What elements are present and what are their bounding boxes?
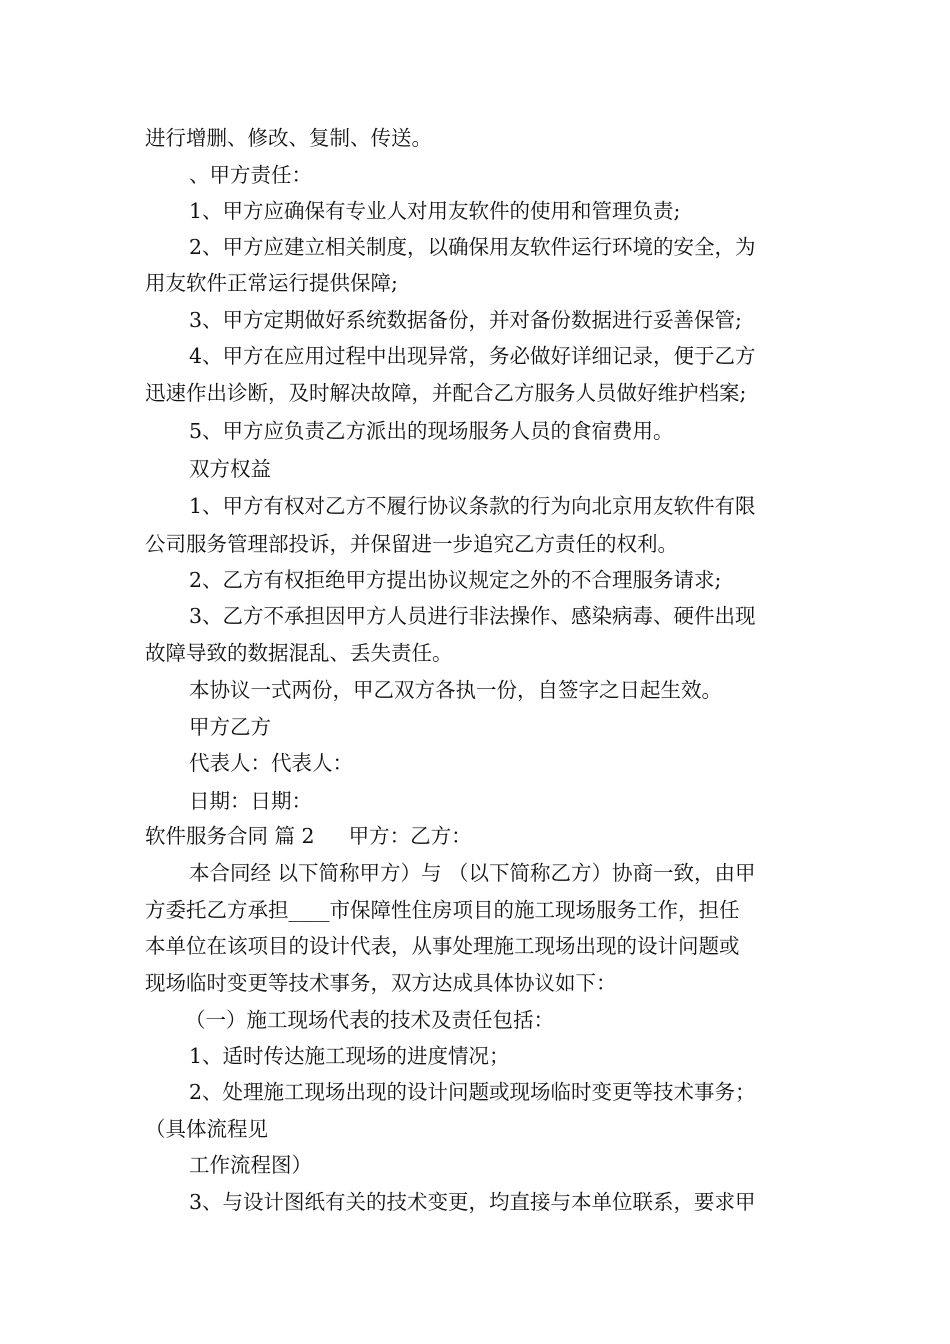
text-line: 1、甲方应确保有专业人对用友软件的使用和管理负责; (189, 199, 681, 223)
signature-parties: 甲方乙方 (189, 715, 271, 739)
section-heading: 双方权益 (189, 457, 271, 481)
signature-representatives: 代表人：代表人： (189, 751, 353, 775)
text-line: 1、甲方有权对乙方不履行协议条款的行为向北京用友软件有限 (189, 494, 756, 518)
text-line: 故障导致的数据混乱、丢失责任。 (145, 641, 453, 665)
contract-heading-line (145, 822, 472, 850)
text-line: 用友软件正常运行提供保障; (145, 271, 398, 295)
text-line: 4、甲方在应用过程中出现异常，务必做好详细记录，便于乙方 (189, 344, 756, 368)
section-heading: （一）施工现场代表的技术及责任包括： (185, 1008, 554, 1032)
text-line: 1、适时传达施工现场的进度情况； (189, 1044, 510, 1068)
text-line: 进行增删、修改、复制、传送。 (145, 126, 432, 150)
text-line: 2、乙方有权拒绝甲方提出协议规定之外的不合理服务请求; (189, 568, 722, 592)
text-line: 2、甲方应建立相关制度，以确保用友软件运行环境的安全，为 (189, 235, 756, 259)
contract-title: 软件服务合同 篇 2 (145, 824, 315, 848)
text-line: 2、处理施工现场出现的设计问题或现场临时变更等技术事务； (189, 1080, 756, 1104)
signature-dates: 日期：日期： (189, 789, 312, 813)
text-line: 5、甲方应负责乙方派出的现场服务人员的食宿费用。 (189, 419, 674, 443)
text-line: （具体流程见 (145, 1117, 268, 1141)
text-line: 公司服务管理部投诉，并保留进一步追究乙方责任的权利。 (145, 532, 678, 556)
text-line: 3、甲方定期做好系统数据备份，并对备份数据进行妥善保管; (189, 308, 742, 332)
section-heading: 、甲方责任： (189, 163, 312, 187)
text-line: 现场临时变更等技术事务，双方达成具体协议如下： (145, 971, 617, 995)
text-line: 本单位在该项目的设计代表，从事处理施工现场出现的设计问题或 (145, 934, 740, 958)
text-line: 本协议一式两份，甲乙双方各执一份，自签字之日起生效。 (189, 678, 722, 702)
text-line: 本合同经 以下简称甲方）与 （以下简称乙方）协商一致，由甲 (189, 861, 756, 885)
text-line: 3、乙方不承担因甲方人员进行非法操作、感染病毒、硬件出现 (189, 604, 756, 628)
text-line: 方委托乙方承担____市保障性住房项目的施工现场服务工作，担任 (145, 898, 740, 922)
text-line: 工作流程图） (189, 1153, 312, 1177)
text-line: 迅速作出诊断，及时解决故障，并配合乙方服务人员做好维护档案; (145, 381, 747, 405)
text-line: 3、与设计图纸有关的技术变更，均直接与本单位联系，要求甲 (189, 1190, 756, 1214)
contract-parties: 甲方：乙方： (348, 824, 472, 848)
